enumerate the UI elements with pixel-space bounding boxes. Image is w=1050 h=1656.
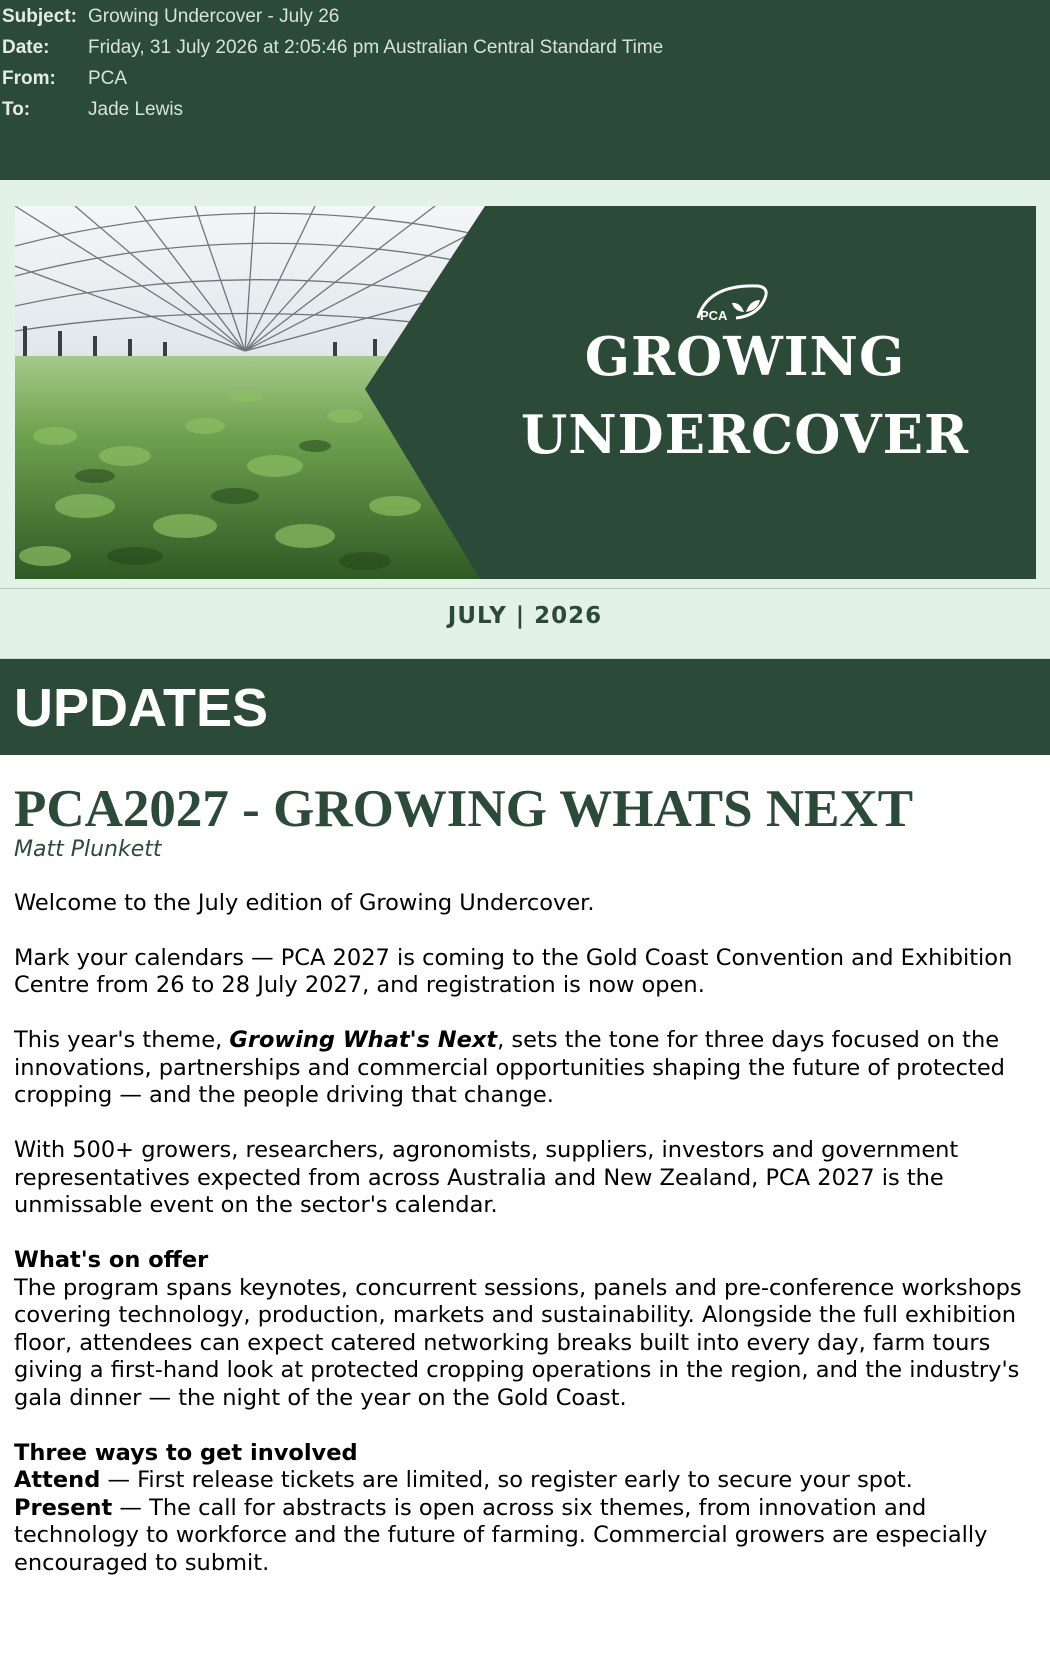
- issue-date: JULY | 2026: [447, 603, 603, 629]
- article-body: [14, 890, 1036, 1578]
- divider: [0, 588, 1050, 589]
- email-header: [0, 0, 1050, 180]
- from-row: [2, 68, 127, 90]
- offer-text: The program spans keynotes, concurrent sessions, panels and pre-conference workshops covering technology, production, markets and sustainability. Alongside the full exhibition floor, attendees can expect catered networking breaks built into every day, farm tours giving a first-hand look at protected cropping operations in the region, and the industry's gala dinner — the night of the year on the Gold Coast.: [14, 1274, 1022, 1411]
- from-label: From:: [2, 68, 56, 89]
- from-value[interactable]: PCA: [88, 68, 128, 89]
- date-value: Friday, 31 July 2026 at 2:05:46 pm Australian Central Standard Time: [88, 37, 664, 58]
- paragraph-calendar: Mark your calendars — PCA 2027 is coming to the Gold Coast Convention and Exhibition Centre from 26 to 28 July 2027, and registration is now open.: [14, 944, 1013, 998]
- newsletter-banner: [15, 206, 1036, 579]
- theme-post: , sets the tone for three days focused on the innovations, partnerships and commercial opportunities shaping the future of protected cropping — and the people driving that change.: [14, 1027, 1005, 1108]
- theme-pre: This year's theme,: [14, 1027, 230, 1053]
- logo-text: PCA: [700, 308, 728, 323]
- banner-title-line2: UNDERCOVER: [520, 404, 970, 466]
- involved-heading: Three ways to get involved: [14, 1439, 358, 1466]
- pca-logo-icon: [688, 278, 778, 328]
- to-value[interactable]: Jade Lewis: [88, 99, 184, 120]
- subject-value: Growing Undercover - July 26: [88, 6, 340, 27]
- subject-label: Subject:: [2, 6, 77, 27]
- section-heading: UPDATES: [14, 678, 269, 738]
- paragraph-welcome: Welcome to the July edition of Growing Undercover.: [14, 889, 595, 916]
- date-label: Date:: [2, 37, 50, 58]
- attend-label: Attend: [14, 1467, 101, 1493]
- date-row: [2, 37, 663, 59]
- to-label: To:: [2, 99, 31, 120]
- subject-row: [2, 6, 339, 28]
- updates-bar: [0, 659, 1050, 755]
- greenhouse-image: [15, 206, 495, 579]
- masthead: [0, 180, 1050, 659]
- to-row: [2, 99, 183, 121]
- paragraph-attendance: With 500+ growers, researchers, agronomists, suppliers, investors and government representatives expected from across Australia and New Zealand, PCA 2027 is the unmissable event on the sector's calendar.: [14, 1137, 959, 1218]
- present-label: Present: [14, 1494, 113, 1521]
- article: [0, 755, 1050, 1577]
- article-title: PCA2027 - GROWING WHATS NEXT: [14, 780, 914, 838]
- present-text: — The call for abstracts is open across six themes, from innovation and technology to workforce and the future of farming. Commercial growers are especially encouraged to submit.: [14, 1494, 988, 1576]
- present-item: [14, 1495, 1036, 1578]
- theme-name: Growing What's Next: [229, 1027, 498, 1053]
- banner-title-line1: GROWING: [584, 326, 906, 388]
- paragraph-theme: [14, 1027, 1036, 1110]
- attend-text: — First release tickets are limited, so register early to secure your spot.: [100, 1467, 913, 1493]
- article-author: Matt Plunkett: [14, 837, 162, 862]
- offer-heading: What's on offer: [14, 1247, 209, 1273]
- attend-item: [14, 1467, 1036, 1495]
